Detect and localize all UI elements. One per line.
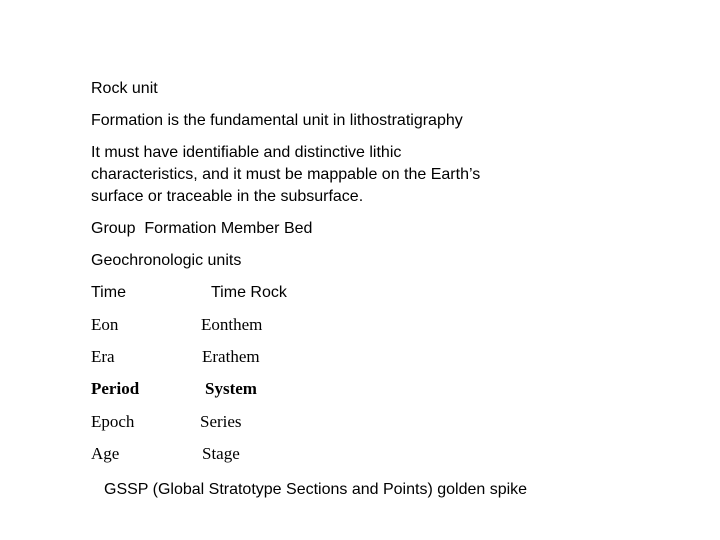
time-rock-column-header: Time Rock bbox=[211, 284, 287, 301]
lithostratigraphic-hierarchy: Group Formation Member Bed bbox=[91, 220, 313, 237]
time-rock-unit-erathem: Erathem bbox=[202, 347, 260, 366]
formation-criteria-line: surface or traceable in the subsurface. bbox=[91, 188, 364, 205]
rock-unit-heading: Rock unit bbox=[91, 80, 158, 97]
gssp-note: GSSP (Global Stratotype Sections and Points) golden spike bbox=[104, 481, 528, 498]
geochronologic-heading: Geochronologic units bbox=[91, 252, 242, 269]
time-column-header: Time bbox=[91, 284, 126, 301]
time-unit-era: Era bbox=[91, 347, 115, 366]
formation-criteria-line: It must have identifiable and distinctive lithic bbox=[91, 144, 402, 161]
formation-criteria bbox=[91, 142, 551, 208]
time-rock-unit-stage: Stage bbox=[202, 444, 240, 463]
time-unit-age: Age bbox=[91, 444, 120, 463]
formation-criteria-line: characteristics, and it must be mappable on the Earth’s bbox=[91, 166, 481, 183]
time-rock-unit-series: Series bbox=[200, 412, 242, 431]
time-unit-period: Period bbox=[91, 379, 140, 398]
time-rock-unit-eonthem: Eonthem bbox=[201, 315, 263, 334]
formation-statement: Formation is the fundamental unit in lithostratigraphy bbox=[91, 112, 463, 129]
time-rock-unit-system: System bbox=[205, 379, 257, 398]
time-unit-epoch: Epoch bbox=[91, 412, 135, 431]
time-unit-eon: Eon bbox=[91, 315, 119, 334]
